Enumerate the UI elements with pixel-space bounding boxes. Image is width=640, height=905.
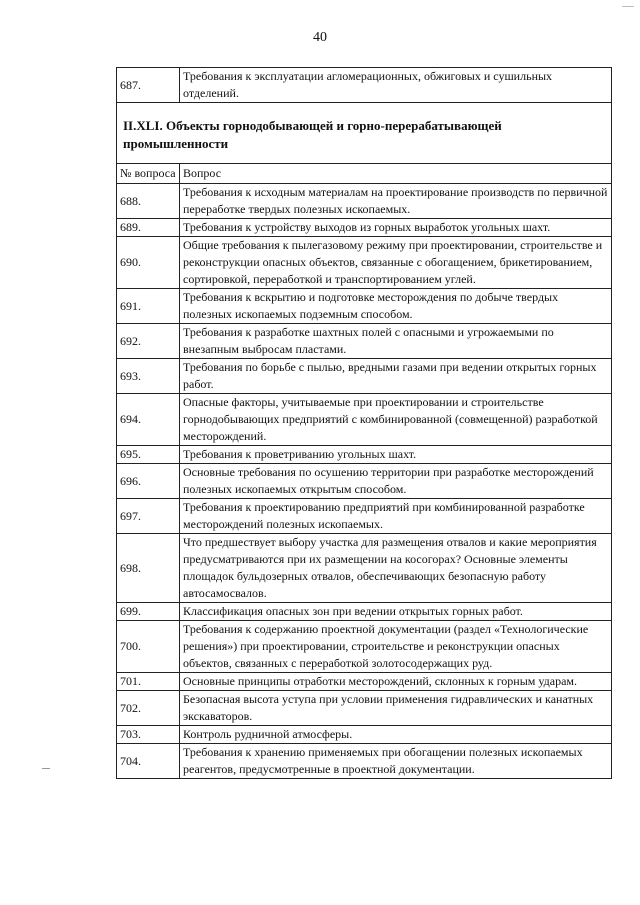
question-number: 702. bbox=[117, 691, 180, 726]
table-row bbox=[117, 359, 612, 394]
table-row bbox=[117, 464, 612, 499]
question-text: Контроль рудничной атмосферы. bbox=[180, 726, 612, 744]
question-text: Безопасная высота уступа при условии применения гидравлических и канатных экскаваторов. bbox=[180, 691, 612, 726]
question-number: 697. bbox=[117, 499, 180, 534]
question-number: 693. bbox=[117, 359, 180, 394]
table-row bbox=[117, 726, 612, 744]
question-text: Основные принципы отработки месторождений, склонных к горным ударам. bbox=[180, 673, 612, 691]
question-text: Требования к проветриванию угольных шахт. bbox=[180, 446, 612, 464]
question-text: Требования к вскрытию и подготовке месторождения по добыче твердых полезных ископаемых подземным способом. bbox=[180, 289, 612, 324]
question-number: 687. bbox=[117, 68, 180, 103]
question-number: 694. bbox=[117, 394, 180, 446]
table-row bbox=[117, 68, 612, 103]
question-text: Требования к устройству выходов из горных выработок угольных шахт. bbox=[180, 219, 612, 237]
table-row bbox=[117, 324, 612, 359]
question-number: 696. bbox=[117, 464, 180, 499]
table-row bbox=[117, 184, 612, 219]
question-text: Требования к исходным материалам на проектирование производств по первичной переработке твердых полезных ископаемых. bbox=[180, 184, 612, 219]
question-number: 703. bbox=[117, 726, 180, 744]
table-row bbox=[117, 673, 612, 691]
question-number: 688. bbox=[117, 184, 180, 219]
section-title: II.XLI. Объекты горнодобывающей и горно-перерабатывающей промышленности bbox=[117, 103, 612, 164]
table-header-row bbox=[117, 164, 612, 184]
table-row bbox=[117, 219, 612, 237]
section-row bbox=[117, 103, 612, 164]
question-number: 690. bbox=[117, 237, 180, 289]
table-row bbox=[117, 237, 612, 289]
question-text: Что предшествует выбору участка для размещения отвалов и какие мероприятия предусматриваются при их размещении на косогорах? Основные элементы площадок бульдозерных отвалов, обеспечивающих безопасную работу автосамосвалов. bbox=[180, 534, 612, 603]
question-text: Требования к проектированию предприятий при комбинированной разработке месторождений полезных ископаемых. bbox=[180, 499, 612, 534]
question-number: 698. bbox=[117, 534, 180, 603]
questions-table bbox=[116, 67, 612, 779]
table-row bbox=[117, 621, 612, 673]
question-number: 691. bbox=[117, 289, 180, 324]
table-row bbox=[117, 691, 612, 726]
question-text: Требования к разработке шахтных полей с опасными и угрожаемыми по внезапным выбросам пластами. bbox=[180, 324, 612, 359]
question-number: 704. bbox=[117, 744, 180, 779]
question-text: Опасные факторы, учитываемые при проектировании и строительстве горнодобывающих предприятий с комбинированной (совмещенной) разработкой месторождений. bbox=[180, 394, 612, 446]
question-text: Классификация опасных зон при ведении открытых горных работ. bbox=[180, 603, 612, 621]
table-row bbox=[117, 446, 612, 464]
question-number: 692. bbox=[117, 324, 180, 359]
question-text: Общие требования к пылегазовому режиму при проектировании, строительстве и реконструкции опасных объектов, связанные с обогащением, брикетированием, сортировкой, переработкой и транспортированием углей. bbox=[180, 237, 612, 289]
table-row bbox=[117, 289, 612, 324]
question-text: Требования к содержанию проектной документации (раздел «Технологические решения») при проектировании, строительстве и реконструкции опасных объектов, связанных с переработкой золотосодержащих руд. bbox=[180, 621, 612, 673]
table-row bbox=[117, 394, 612, 446]
table-row bbox=[117, 744, 612, 779]
question-number: 695. bbox=[117, 446, 180, 464]
column-header-number: № вопроса bbox=[117, 164, 180, 184]
table-row bbox=[117, 499, 612, 534]
column-header-question: Вопрос bbox=[180, 164, 612, 184]
question-text: Основные требования по осушению территории при разработке месторождений полезных ископаемых открытым способом. bbox=[180, 464, 612, 499]
question-text: Требования к хранению применяемых при обогащении полезных ископаемых реагентов, предусмотренные в проектной документации. bbox=[180, 744, 612, 779]
question-number: 701. bbox=[117, 673, 180, 691]
question-text: Требования по борьбе с пылью, вредными газами при ведении открытых горных работ. bbox=[180, 359, 612, 394]
question-number: 700. bbox=[117, 621, 180, 673]
table-row bbox=[117, 603, 612, 621]
question-number: 689. bbox=[117, 219, 180, 237]
question-text: Требования к эксплуатации агломерационных, обжиговых и сушильных отделений. bbox=[180, 68, 612, 103]
margin-mark bbox=[42, 768, 50, 769]
page-number: 40 bbox=[313, 30, 327, 45]
scan-mark bbox=[622, 6, 634, 7]
table-row bbox=[117, 534, 612, 603]
question-number: 699. bbox=[117, 603, 180, 621]
